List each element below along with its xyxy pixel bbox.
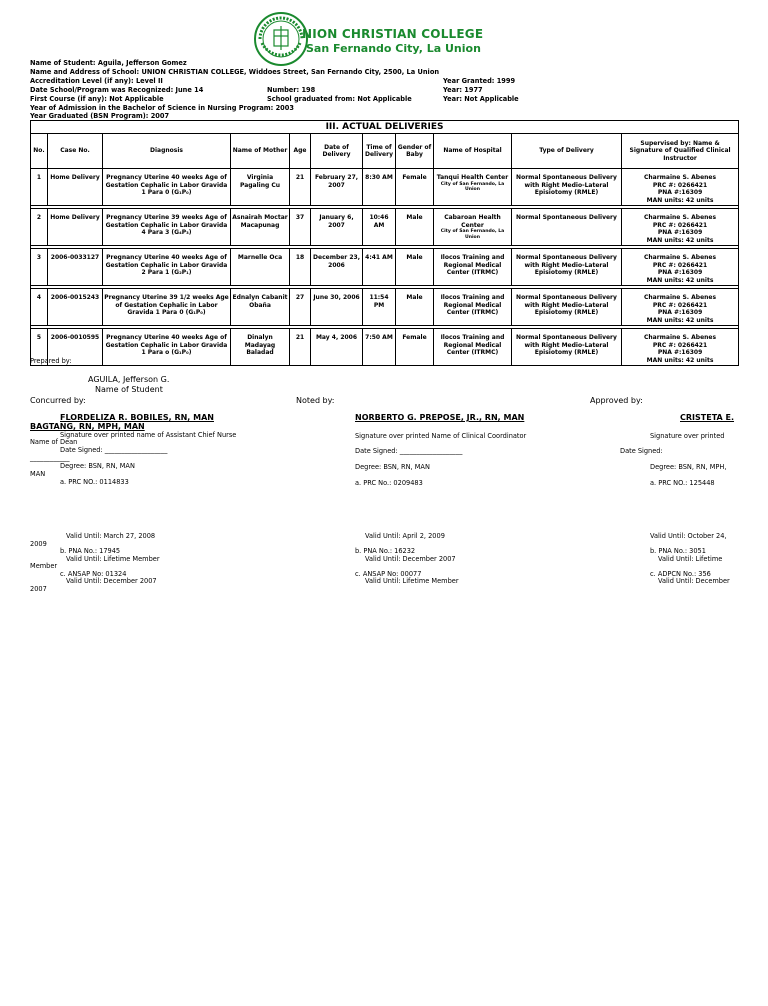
actual-deliveries-table xyxy=(30,120,739,366)
table-row xyxy=(31,209,739,246)
cell-type: Normal Spontaneous Delivery with Right Medio-Lateral Episiotomy (RMLE) xyxy=(512,289,622,326)
recognition-year: Year: 1977 xyxy=(443,86,483,94)
table-row xyxy=(31,249,739,286)
table-row xyxy=(31,289,739,326)
dean-pna-valid-continued: Member xyxy=(30,562,58,570)
cell-time: 10:46 AM xyxy=(363,209,396,246)
col-header-case: Case No. xyxy=(48,134,103,169)
dean-degree-continued: MAN xyxy=(30,470,46,478)
cell-age: 27 xyxy=(290,289,311,326)
approver-date-signed: Date Signed: xyxy=(620,447,663,455)
year-granted: Year Granted: 1999 xyxy=(443,77,516,85)
student-signatory-name: AGUILA, Jefferson G. xyxy=(88,375,170,384)
cell-gender: Female xyxy=(396,169,434,206)
table-body xyxy=(31,169,739,366)
cell-supervised xyxy=(622,289,739,326)
dean-name-continued: BAGTANG, RN, MPH, MAN xyxy=(30,422,145,431)
supervisor-pna: PNA #:16309 xyxy=(657,349,703,356)
cell-hospital xyxy=(434,329,512,366)
supervisor-name: Charmaine S. Abenes xyxy=(643,254,717,261)
approver-degree: Degree: BSN, RN, MPH, xyxy=(650,463,727,471)
dean-ansap-valid: Valid Until: December 2007 xyxy=(66,577,157,585)
col-header-time: Time of Delivery xyxy=(363,134,396,169)
student-name-line: Name of Student: Aguila, Jefferson Gomez xyxy=(30,59,187,67)
cell-supervised xyxy=(622,249,739,286)
cell-diagnosis: Pregnancy Uterine 40 weeks Age of Gestation Cephalic in Labor Gravida 1 Para 0 (G₁P₀) xyxy=(103,169,231,206)
hospital-name: Ilocos Training and Regional Medical Center (ITRMC) xyxy=(440,334,505,356)
cell-gender: Male xyxy=(396,209,434,246)
cell-age: 21 xyxy=(290,329,311,366)
cell-supervised xyxy=(622,329,739,366)
cell-time: 11:54 PM xyxy=(363,289,396,326)
college-seal-logo xyxy=(254,12,308,66)
supervisor-prc: PRC #: 0266421 xyxy=(652,221,708,229)
supervisor-man: MAN units: 42 units xyxy=(646,316,714,324)
cell-case: 2006-0033127 xyxy=(48,249,103,286)
col-header-type: Type of Delivery xyxy=(512,134,622,169)
approver-pna-valid: Valid Until: Lifetime xyxy=(658,555,723,563)
date-recognized-line: Date School/Program was Recognized: June 14 xyxy=(30,86,204,94)
school-address-line: Name and Address of School: UNION CHRISTIAN COLLEGE, Widdoes Street, San Fernando City, 2500, La Union xyxy=(30,68,440,76)
dean-prc-valid: Valid Until: March 27, 2008 xyxy=(66,532,156,540)
col-header-supervised: Supervised by: Name & Signature of Qualified Clinical Instructor xyxy=(622,134,739,169)
college-city: San Fernando City, La Union xyxy=(306,42,481,55)
approved-by-label: Approved by: xyxy=(590,396,643,405)
cell-supervised xyxy=(622,169,739,206)
cell-hospital xyxy=(434,249,512,286)
cell-diagnosis: Pregnancy Uterine 39 1/2 weeks Age of Gestation Cephalic in Labor Gravida 1 Para 0 (G₁P₀) xyxy=(103,289,231,326)
hospital-location: City of San Fernando, La Union xyxy=(440,229,505,240)
supervisor-prc: PRC #: 0266421 xyxy=(652,341,708,349)
cell-age: 37 xyxy=(290,209,311,246)
supervisor-man: MAN units: 42 units xyxy=(646,196,714,204)
dean-prc: a. PRC NO.: 0114833 xyxy=(60,478,129,486)
cell-mother: Virginia Pagaling Cu xyxy=(231,169,290,206)
coordinator-prc: a. PRC No.: 0209483 xyxy=(355,479,423,487)
cell-mother: Ednalyn Cabanit Obaña xyxy=(231,289,290,326)
col-header-gender: Gender of Baby xyxy=(396,134,434,169)
cell-date: June 30, 2006 xyxy=(311,289,363,326)
approver-signature-caption: Signature over printed xyxy=(650,432,725,440)
supervisor-man: MAN units: 42 units xyxy=(646,236,714,244)
cell-mother: Dinalyn Madayag Baladad xyxy=(231,329,290,366)
approver-adpcn: c. ADPCN No.: 356 xyxy=(650,570,711,578)
admission-year-line: Year of Admission in the Bachelor of Science in Nursing Program: 2003 xyxy=(30,104,294,112)
first-course-line: First Course (if any): Not Applicable xyxy=(30,95,164,103)
cell-hospital xyxy=(434,209,512,246)
cell-type: Normal Spontaneous Delivery with Right Medio-Lateral Episiotomy (RMLE) xyxy=(512,249,622,286)
approver-adpcn-valid: Valid Until: December xyxy=(658,577,730,585)
dean-pna: b. PNA No.: 17945 xyxy=(60,547,121,555)
cell-hospital xyxy=(434,289,512,326)
dean-underscore-line: ____________ xyxy=(30,454,70,462)
dean-ansap: c. ANSAP No: 01324 xyxy=(60,570,127,578)
coordinator-signature-caption: Signature over printed Name of Clinical Coordinator xyxy=(355,432,527,440)
supervisor-man: MAN units: 42 units xyxy=(646,356,714,364)
supervisor-man: MAN units: 42 units xyxy=(646,276,714,284)
cell-case: 2006-0015243 xyxy=(48,289,103,326)
coordinator-degree: Degree: BSN, RN, MAN xyxy=(355,463,430,471)
coordinator-pna: b. PNA No.: 16232 xyxy=(355,547,416,555)
college-name: NION CHRISTIAN COLLEGE xyxy=(302,27,484,41)
coordinator-prc-valid: Valid Until: April 2, 2009 xyxy=(365,532,445,540)
cell-case: Home Delivery xyxy=(48,169,103,206)
dean-date-signed: Date Signed: ___________________ xyxy=(60,446,168,454)
prepared-by-label: Prepared by: xyxy=(30,357,72,365)
cell-mother: Marnelle Oca xyxy=(231,249,290,286)
supervisor-prc: PRC #: 0266421 xyxy=(652,261,708,269)
cell-type: Normal Spontaneous Delivery xyxy=(512,209,622,246)
coordinator-ansap-valid: Valid Until: Lifetime Member xyxy=(365,577,459,585)
dean-degree: Degree: BSN, RN, MAN xyxy=(60,462,135,470)
cell-gender: Male xyxy=(396,249,434,286)
cell-date: December 23, 2006 xyxy=(311,249,363,286)
coordinator-date-signed: Date Signed: ___________________ xyxy=(355,447,463,455)
hospital-name: Ilocos Training and Regional Medical Center (ITRMC) xyxy=(440,254,505,276)
table-title: III. ACTUAL DELIVERIES xyxy=(31,121,739,134)
supervisor-pna: PNA #:16309 xyxy=(657,229,703,236)
col-header-age: Age xyxy=(290,134,311,169)
cell-hospital xyxy=(434,169,512,206)
hospital-name: Cabaroan Health Center xyxy=(444,214,501,229)
supervisor-name: Charmaine S. Abenes xyxy=(643,334,717,341)
cell-type: Normal Spontaneous Delivery with Right Medio-Lateral Episiotomy (RMLE) xyxy=(512,329,622,366)
supervisor-name: Charmaine S. Abenes xyxy=(643,214,717,221)
col-header-date: Date of Delivery xyxy=(311,134,363,169)
school-graduated-from: School graduated from: Not Applicable xyxy=(267,95,412,103)
col-header-diagnosis: Diagnosis xyxy=(103,134,231,169)
cell-time: 8:30 AM xyxy=(363,169,396,206)
supervisor-name: Charmaine S. Abenes xyxy=(643,294,717,301)
col-header-hospital: Name of Hospital xyxy=(434,134,512,169)
col-header-no: No. xyxy=(31,134,48,169)
approver-name: CRISTETA E. xyxy=(680,413,735,422)
cell-no: 4 xyxy=(31,289,48,326)
cell-diagnosis: Pregnancy Uterine 40 weeks Age of Gestation Cephalic in Labor Gravida 2 Para 1 (G₂P₁) xyxy=(103,249,231,286)
hospital-location: City of San Fernando, La Union xyxy=(440,181,505,192)
cell-no: 1 xyxy=(31,169,48,206)
first-course-year: Year: Not Applicable xyxy=(443,95,519,103)
supervisor-name: Charmaine S. Abenes xyxy=(643,174,717,181)
cell-no: 2 xyxy=(31,209,48,246)
approver-prc-valid: Valid Until: October 24, xyxy=(650,532,727,540)
graduation-year-line: Year Graduated (BSN Program): 2007 xyxy=(30,112,170,120)
supervisor-prc: PRC #: 0266421 xyxy=(652,181,708,189)
cell-age: 21 xyxy=(290,169,311,206)
cell-diagnosis: Pregnancy Uterine 39 weeks Age of Gestation Cephalic in Labor Gravida 4 Para 3 (G₄P₃) xyxy=(103,209,231,246)
cell-diagnosis: Pregnancy Uterine 40 weeks Age of Gestation Cephalic in Labor Gravida 1 Para o (G₁P₀) xyxy=(103,329,231,366)
cell-date: January 6, 2007 xyxy=(311,209,363,246)
cell-time: 4:41 AM xyxy=(363,249,396,286)
cell-case: 2006-0010595 xyxy=(48,329,103,366)
noted-by-label: Noted by: xyxy=(296,396,335,405)
dean-prc-valid-year: 2009 xyxy=(30,540,47,548)
cell-supervised xyxy=(622,209,739,246)
accreditation-line: Accreditation Level (if any): Level II xyxy=(30,77,163,85)
approver-prc: a. PRC NO.: 125448 xyxy=(650,479,715,487)
cell-gender: Male xyxy=(396,289,434,326)
cell-no: 5 xyxy=(31,329,48,366)
concurred-by-label: Concurred by: xyxy=(30,396,86,405)
coordinator-ansap: c. ANSAP No: 00077 xyxy=(355,570,422,578)
cell-no: 3 xyxy=(31,249,48,286)
dean-signature-caption-2: Name of Dean xyxy=(30,438,78,446)
table-row xyxy=(31,329,739,366)
hospital-name: Tanqui Health Center xyxy=(436,174,509,181)
cell-date: May 4, 2006 xyxy=(311,329,363,366)
cell-date: February 27, 2007 xyxy=(311,169,363,206)
cell-gender: Female xyxy=(396,329,434,366)
hospital-name: Ilocos Training and Regional Medical Center (ITRMC) xyxy=(440,294,505,316)
recognition-number: Number: 198 xyxy=(267,86,316,94)
dean-signature-caption: Signature over printed name of Assistant Chief Nurse xyxy=(60,431,237,439)
cell-age: 18 xyxy=(290,249,311,286)
supervisor-pna: PNA #:16309 xyxy=(657,309,703,316)
supervisor-pna: PNA #:16309 xyxy=(657,189,703,196)
dean-ansap-valid-year: 2007 xyxy=(30,585,47,593)
table-row xyxy=(31,169,739,206)
dean-pna-valid: Valid Until: Lifetime Member xyxy=(66,555,160,563)
cell-type: Normal Spontaneous Delivery with Right Medio-Lateral Episiotomy (RMLE) xyxy=(512,169,622,206)
cell-time: 7:50 AM xyxy=(363,329,396,366)
cell-case: Home Delivery xyxy=(48,209,103,246)
approver-pna: b. PNA No.: 3051 xyxy=(650,547,706,555)
supervisor-pna: PNA #:16309 xyxy=(657,269,703,276)
student-signatory-caption: Name of Student xyxy=(95,385,163,394)
cell-mother: Asnairah Moctar Macapunag xyxy=(231,209,290,246)
col-header-mother: Name of Mother xyxy=(231,134,290,169)
dean-name: FLORDELIZA R. BOBILES, RN, MAN xyxy=(60,413,214,422)
coordinator-name: NORBERTO G. PREPOSE, JR., RN, MAN xyxy=(355,413,525,422)
supervisor-prc: PRC #: 0266421 xyxy=(652,301,708,309)
coordinator-pna-valid: Valid Until: December 2007 xyxy=(365,555,456,563)
